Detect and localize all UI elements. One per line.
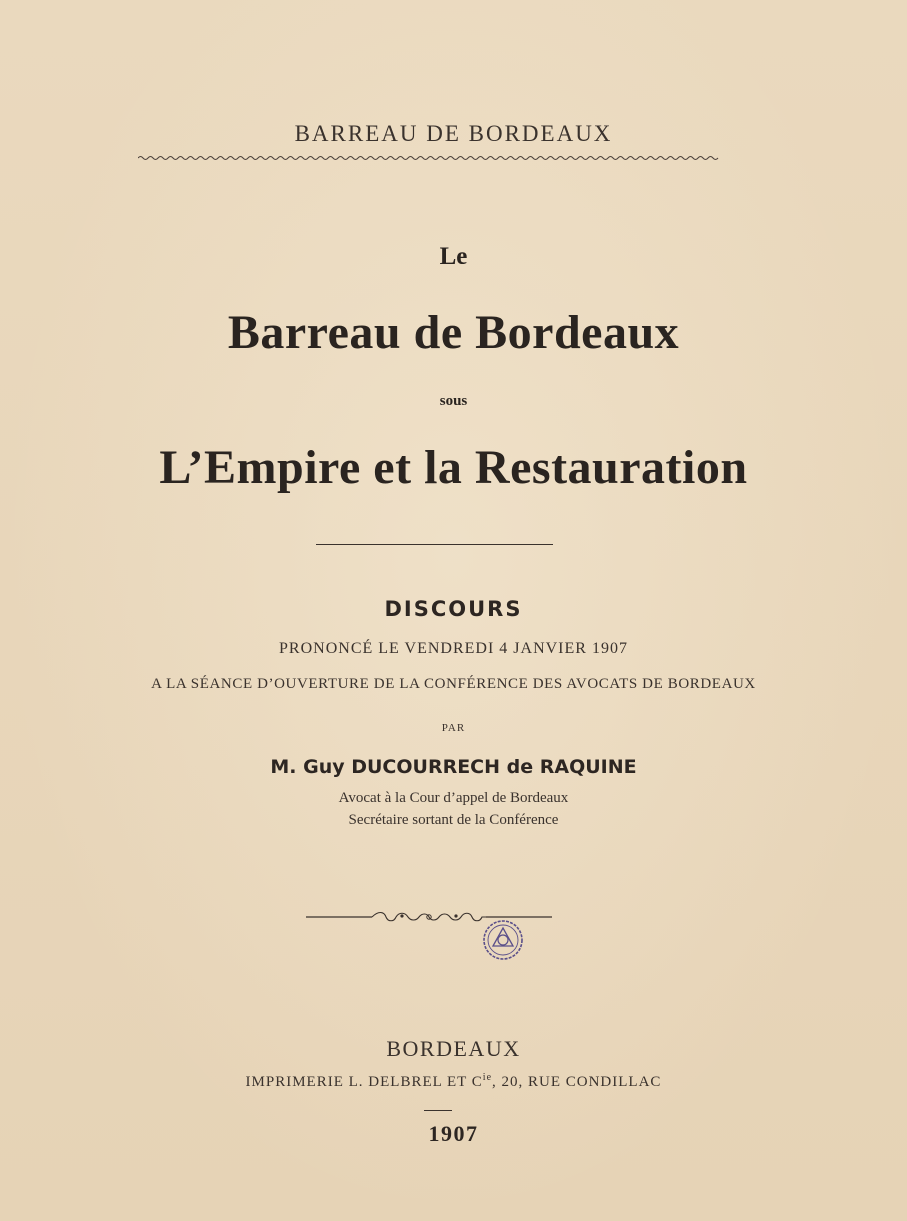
- discourse-heading: DISCOURS: [384, 597, 523, 621]
- title-divider: [316, 544, 553, 545]
- institution-header: BARREAU DE BORDEAUX: [294, 121, 613, 146]
- imprint-year: 1907: [428, 1121, 479, 1146]
- title-line-2: L’Empire et la Restauration: [159, 441, 748, 494]
- title-line-1: Barreau de Bordeaux: [227, 306, 680, 359]
- discourse-date: PRONONCÉ LE VENDREDI 4 JANVIER 1907: [279, 640, 628, 657]
- imprint-city: BORDEAUX: [386, 1036, 521, 1061]
- imprint-printer: IMPRIMERIE L. DELBREL ET $C^{ie}$, 20, RUE CONDILLAC: [245, 1072, 662, 1090]
- title-connector: sous: [439, 393, 468, 409]
- library-stamp-icon: [481, 918, 525, 962]
- by-label: PAR: [441, 722, 466, 734]
- discourse-occasion: A LA SÉANCE D’OUVERTURE DE LA CONFÉRENCE DES AVOCATS DE BORDEAUX: [151, 676, 756, 692]
- title-article: Le: [439, 243, 468, 270]
- author-name: M. Guy DUCOURRECH de RAQUINE: [270, 756, 637, 778]
- wavy-rule: [138, 154, 720, 162]
- author-role-1: Avocat à la Cour d’appel de Bordeaux: [338, 790, 569, 806]
- year-rule: [424, 1110, 452, 1111]
- author-role-2: Secrétaire sortant de la Conférence: [348, 812, 559, 828]
